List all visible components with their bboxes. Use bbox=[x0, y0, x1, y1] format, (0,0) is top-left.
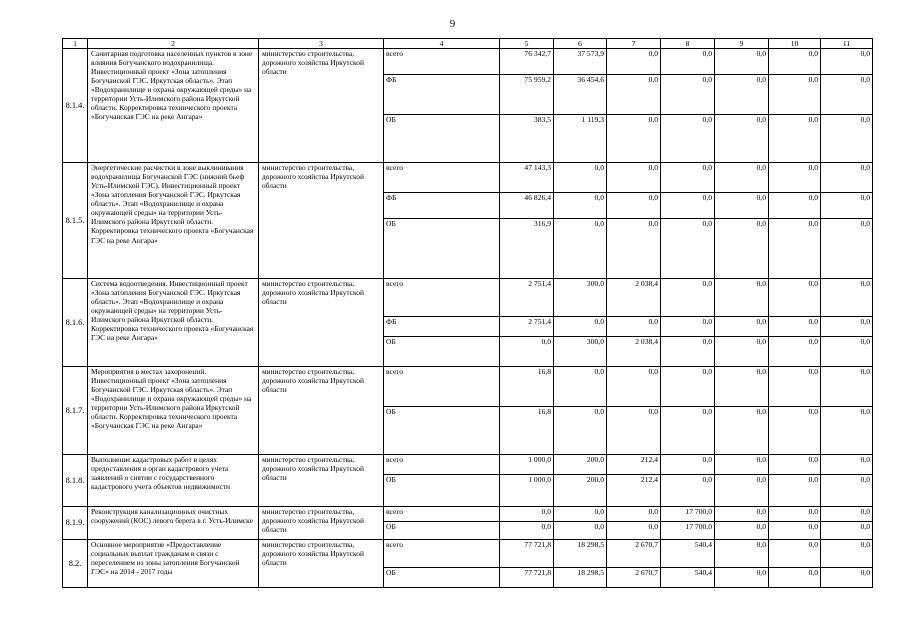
funding-source: всего bbox=[384, 49, 500, 75]
amount-cell: 0,0 bbox=[715, 522, 769, 540]
amount-cell: 16,8 bbox=[500, 367, 554, 407]
amount-cell: 0,0 bbox=[821, 568, 873, 588]
amount-cell: 0,0 bbox=[769, 407, 821, 455]
amount-cell: 0,0 bbox=[607, 49, 661, 75]
amount-cell: 0,0 bbox=[821, 193, 873, 219]
table-body bbox=[63, 49, 873, 588]
amount-cell: 0,0 bbox=[769, 193, 821, 219]
amount-cell: 0,0 bbox=[715, 455, 769, 475]
amount-cell: 0,0 bbox=[769, 367, 821, 407]
column-header: 4 bbox=[384, 39, 500, 49]
funding-source: всего bbox=[384, 367, 500, 407]
row-executor: министерство строительства, дорожного хозяйства Иркутской области bbox=[259, 540, 384, 588]
amount-cell: 0,0 bbox=[769, 568, 821, 588]
amount-cell: 0,0 bbox=[769, 522, 821, 540]
amount-cell: 0,0 bbox=[715, 193, 769, 219]
row-code: 8.1.8. bbox=[63, 455, 88, 507]
amount-cell: 0,0 bbox=[500, 522, 554, 540]
row-executor: министерство строительства, дорожного хозяйства Иркутской области bbox=[259, 367, 384, 455]
row-description: Система водоотведения. Инвестиционный проект «Зона затопления Богучанской ГЭС. Иркутская область». Этап «Водохранилище и охрана окружающей среды» на территории Усть-Илимского района Иркутской области. Корректировка технического проекта «Богучанская ГЭС на реке Ангара» bbox=[88, 279, 259, 367]
funding-source: всего bbox=[384, 455, 500, 475]
amount-cell: 212,4 bbox=[607, 475, 661, 507]
row-code: 8.1.6. bbox=[63, 279, 88, 367]
funding-source: всего bbox=[384, 507, 500, 522]
funding-source: ОБ bbox=[384, 219, 500, 279]
amount-cell: 2 038,4 bbox=[607, 337, 661, 367]
header-row bbox=[63, 39, 873, 49]
column-header: 7 bbox=[607, 39, 661, 49]
amount-cell: 2 670,7 bbox=[607, 568, 661, 588]
amount-cell: 383,5 bbox=[500, 115, 554, 163]
amount-cell: 0,0 bbox=[554, 367, 607, 407]
table-row bbox=[63, 163, 873, 193]
amount-cell: 540,4 bbox=[661, 568, 715, 588]
amount-cell: 2 751,4 bbox=[500, 317, 554, 337]
row-executor: министерство строительства, дорожного хозяйства Иркутской области bbox=[259, 49, 384, 163]
amount-cell: 0,0 bbox=[661, 367, 715, 407]
amount-cell: 212,4 bbox=[607, 455, 661, 475]
budget-table bbox=[62, 38, 873, 588]
funding-source: ОБ bbox=[384, 407, 500, 455]
amount-cell: 0,0 bbox=[769, 279, 821, 317]
table-row bbox=[63, 367, 873, 407]
amount-cell: 0,0 bbox=[769, 455, 821, 475]
amount-cell: 77 721,8 bbox=[500, 540, 554, 568]
funding-source: ОБ bbox=[384, 337, 500, 367]
row-description: Санитарная подготовка населенных пунктов в зоне влияния Богучанского водохранилища. Инвестиционный проект «Зона затопления Богучанской ГЭС. Иркутская область». Этап «Водохранилище и охрана окружающей среды» на территории Усть-Илимского района Иркутской области. Корректировка технического проекта «Богучанская ГЭС на реке Ангара» bbox=[88, 49, 259, 163]
row-code: 8.1.7. bbox=[63, 367, 88, 455]
amount-cell: 0,0 bbox=[607, 507, 661, 522]
amount-cell: 0,0 bbox=[554, 407, 607, 455]
amount-cell: 0,0 bbox=[554, 219, 607, 279]
amount-cell: 16,8 bbox=[500, 407, 554, 455]
amount-cell: 316,9 bbox=[500, 219, 554, 279]
amount-cell: 0,0 bbox=[661, 163, 715, 193]
amount-cell: 0,0 bbox=[715, 163, 769, 193]
funding-source: ОБ bbox=[384, 522, 500, 540]
amount-cell: 200,0 bbox=[554, 455, 607, 475]
column-header: 6 bbox=[554, 39, 607, 49]
amount-cell: 0,0 bbox=[661, 455, 715, 475]
amount-cell: 0,0 bbox=[821, 455, 873, 475]
funding-source: ОБ bbox=[384, 115, 500, 163]
amount-cell: 0,0 bbox=[715, 219, 769, 279]
amount-cell: 18 298,5 bbox=[554, 540, 607, 568]
amount-cell: 77 721,8 bbox=[500, 568, 554, 588]
amount-cell: 0,0 bbox=[607, 407, 661, 455]
amount-cell: 0,0 bbox=[769, 475, 821, 507]
column-header: 2 bbox=[88, 39, 259, 49]
column-header: 5 bbox=[500, 39, 554, 49]
amount-cell: 0,0 bbox=[821, 49, 873, 75]
amount-cell: 1 000,0 bbox=[500, 455, 554, 475]
amount-cell: 0,0 bbox=[661, 75, 715, 115]
amount-cell: 0,0 bbox=[661, 115, 715, 163]
amount-cell: 0,0 bbox=[661, 475, 715, 507]
table-row bbox=[63, 507, 873, 522]
table-row bbox=[63, 540, 873, 568]
table-row bbox=[63, 455, 873, 475]
column-header: 1 bbox=[63, 39, 88, 49]
amount-cell: 0,0 bbox=[821, 337, 873, 367]
amount-cell: 46 826,4 bbox=[500, 193, 554, 219]
table-row bbox=[63, 49, 873, 75]
amount-cell: 0,0 bbox=[554, 193, 607, 219]
amount-cell: 0,0 bbox=[715, 367, 769, 407]
amount-cell: 0,0 bbox=[769, 163, 821, 193]
amount-cell: 0,0 bbox=[661, 407, 715, 455]
amount-cell: 0,0 bbox=[715, 49, 769, 75]
column-header: 8 bbox=[661, 39, 715, 49]
amount-cell: 300,0 bbox=[554, 337, 607, 367]
amount-cell: 36 454,6 bbox=[554, 75, 607, 115]
amount-cell: 0,0 bbox=[769, 507, 821, 522]
amount-cell: 0,0 bbox=[554, 522, 607, 540]
funding-source: ОБ bbox=[384, 475, 500, 507]
amount-cell: 0,0 bbox=[554, 163, 607, 193]
amount-cell: 0,0 bbox=[661, 337, 715, 367]
amount-cell: 0,0 bbox=[554, 507, 607, 522]
amount-cell: 1 000,0 bbox=[500, 475, 554, 507]
amount-cell: 0,0 bbox=[607, 367, 661, 407]
amount-cell: 0,0 bbox=[715, 115, 769, 163]
amount-cell: 18 298,5 bbox=[554, 568, 607, 588]
amount-cell: 0,0 bbox=[715, 407, 769, 455]
amount-cell: 0,0 bbox=[821, 219, 873, 279]
amount-cell: 540,4 bbox=[661, 540, 715, 568]
row-description: Реконструкция канализационных очистных сооружений (КОС) левого берега в г. Усть-Илимске bbox=[88, 507, 259, 540]
amount-cell: 47 143,3 bbox=[500, 163, 554, 193]
amount-cell: 0,0 bbox=[821, 540, 873, 568]
amount-cell: 2 751,4 bbox=[500, 279, 554, 317]
amount-cell: 0,0 bbox=[607, 115, 661, 163]
amount-cell: 0,0 bbox=[821, 163, 873, 193]
amount-cell: 1 119,3 bbox=[554, 115, 607, 163]
amount-cell: 17 700,0 bbox=[661, 522, 715, 540]
amount-cell: 0,0 bbox=[769, 49, 821, 75]
row-code: 8.1.9. bbox=[63, 507, 88, 540]
amount-cell: 76 342,7 bbox=[500, 49, 554, 75]
funding-source: ФБ bbox=[384, 75, 500, 115]
amount-cell: 75 959,2 bbox=[500, 75, 554, 115]
row-code: 8.1.4. bbox=[63, 49, 88, 163]
amount-cell: 0,0 bbox=[500, 337, 554, 367]
amount-cell: 0,0 bbox=[661, 219, 715, 279]
amount-cell: 0,0 bbox=[769, 540, 821, 568]
amount-cell: 0,0 bbox=[607, 522, 661, 540]
amount-cell: 0,0 bbox=[821, 115, 873, 163]
amount-cell: 0,0 bbox=[715, 75, 769, 115]
column-header: 3 bbox=[259, 39, 384, 49]
row-code: 8.1.5. bbox=[63, 163, 88, 279]
amount-cell: 0,0 bbox=[821, 367, 873, 407]
column-header: 10 bbox=[769, 39, 821, 49]
row-description: Выполнение кадастровых работ в целях предоставления в орган кадастрового учета заявлений о снятии с государственного кадастрового учета объектов недвижимости bbox=[88, 455, 259, 507]
amount-cell: 0,0 bbox=[661, 279, 715, 317]
amount-cell: 0,0 bbox=[769, 115, 821, 163]
row-executor: министерство строительства, дорожного хозяйства Иркутской области bbox=[259, 455, 384, 507]
amount-cell: 0,0 bbox=[821, 475, 873, 507]
amount-cell: 200,0 bbox=[554, 475, 607, 507]
amount-cell: 0,0 bbox=[769, 219, 821, 279]
row-code: 8.2. bbox=[63, 540, 88, 588]
amount-cell: 0,0 bbox=[769, 75, 821, 115]
amount-cell: 37 573,9 bbox=[554, 49, 607, 75]
amount-cell: 0,0 bbox=[661, 317, 715, 337]
amount-cell: 0,0 bbox=[500, 507, 554, 522]
funding-source: ОБ bbox=[384, 568, 500, 588]
column-header: 11 bbox=[821, 39, 873, 49]
amount-cell: 0,0 bbox=[607, 219, 661, 279]
amount-cell: 300,0 bbox=[554, 279, 607, 317]
amount-cell: 0,0 bbox=[715, 475, 769, 507]
amount-cell: 0,0 bbox=[715, 540, 769, 568]
row-executor: министерство строительства, дорожного хозяйства Иркутской области bbox=[259, 507, 384, 540]
row-description: Основное мероприятие «Предоставление социальных выплат гражданам в связи с переселением из зоны затопления Богучанской ГЭС» на 2014 - 2017 годы bbox=[88, 540, 259, 588]
amount-cell: 0,0 bbox=[821, 407, 873, 455]
amount-cell: 0,0 bbox=[661, 193, 715, 219]
amount-cell: 2 670,7 bbox=[607, 540, 661, 568]
amount-cell: 0,0 bbox=[607, 193, 661, 219]
funding-source: ФБ bbox=[384, 317, 500, 337]
funding-source: всего bbox=[384, 279, 500, 317]
amount-cell: 0,0 bbox=[821, 75, 873, 115]
amount-cell: 0,0 bbox=[821, 507, 873, 522]
table-row bbox=[63, 279, 873, 317]
funding-source: всего bbox=[384, 163, 500, 193]
row-executor: министерство строительства, дорожного хозяйства Иркутской области bbox=[259, 279, 384, 367]
amount-cell: 0,0 bbox=[554, 317, 607, 337]
amount-cell: 0,0 bbox=[821, 279, 873, 317]
amount-cell: 0,0 bbox=[661, 49, 715, 75]
funding-source: ФБ bbox=[384, 193, 500, 219]
amount-cell: 0,0 bbox=[821, 317, 873, 337]
amount-cell: 0,0 bbox=[607, 75, 661, 115]
amount-cell: 0,0 bbox=[607, 317, 661, 337]
row-description: Мероприятия в местах захоронений. Инвестиционный проект «Зона затопления Богучанской ГЭС. Иркутская область». Этап «Водохранилище и охрана окружающей среды» на территории Усть-Илимского района Иркутской области. Корректировка технического проекта «Богучанская ГЭС на реке Ангара» bbox=[88, 367, 259, 455]
amount-cell: 0,0 bbox=[607, 163, 661, 193]
amount-cell: 0,0 bbox=[715, 507, 769, 522]
amount-cell: 0,0 bbox=[769, 317, 821, 337]
amount-cell: 17 700,0 bbox=[661, 507, 715, 522]
amount-cell: 0,0 bbox=[769, 337, 821, 367]
amount-cell: 0,0 bbox=[715, 568, 769, 588]
amount-cell: 0,0 bbox=[821, 522, 873, 540]
amount-cell: 0,0 bbox=[715, 279, 769, 317]
column-header: 9 bbox=[715, 39, 769, 49]
row-executor: министерство строительства, дорожного хозяйства Иркутской области bbox=[259, 163, 384, 279]
funding-source: всего bbox=[384, 540, 500, 568]
amount-cell: 0,0 bbox=[715, 337, 769, 367]
amount-cell: 2 038,4 bbox=[607, 279, 661, 317]
page-number: 9 bbox=[449, 18, 456, 30]
amount-cell: 0,0 bbox=[715, 317, 769, 337]
row-description: Энергетические расчистки в зоне выклинивания водохранилища Богучанской ГЭС (нижний бьеф Усть-Илимской ГЭС). Инвестиционный проект «Зона затопления Богучанской ГЭС. Иркутская область». Этап «Водохранилище и охрана окружающей среды» на территории Усть-Илимского района Иркутской области. Корректировка технического проекта «Богучанская ГЭС на реке Ангара» bbox=[88, 163, 259, 279]
